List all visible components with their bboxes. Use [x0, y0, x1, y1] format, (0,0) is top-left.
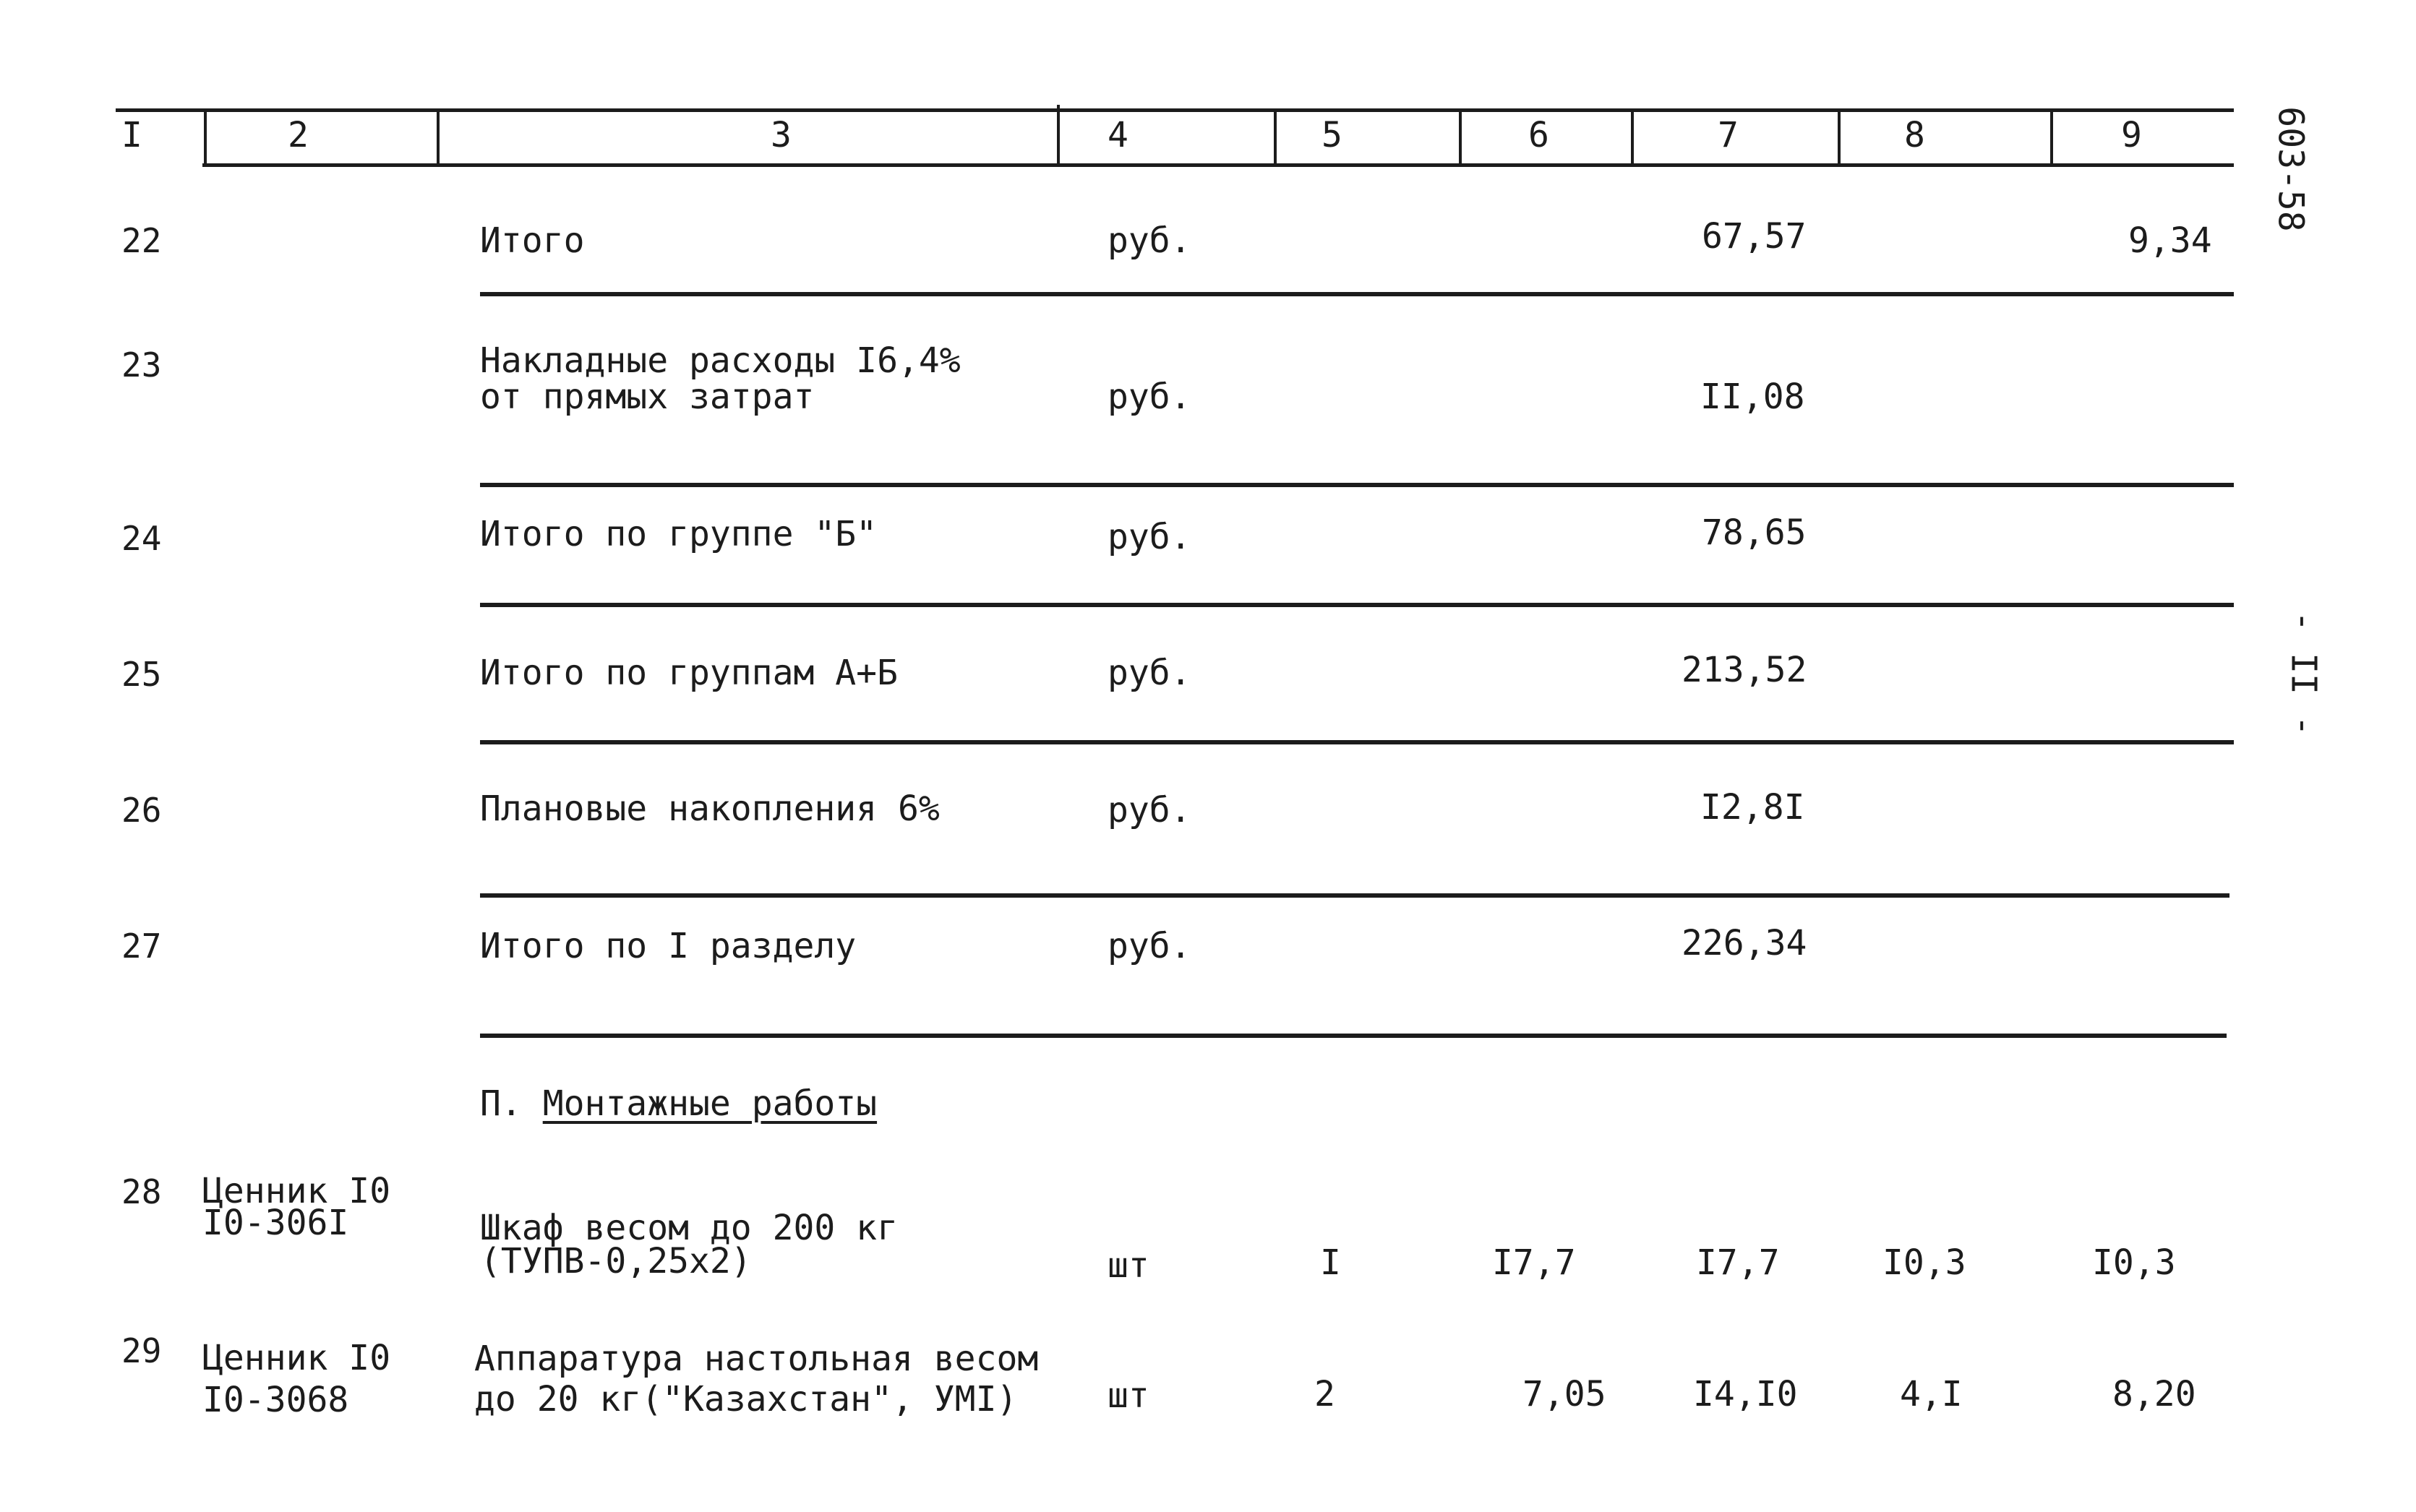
- row-unit: шт: [1108, 1245, 1149, 1286]
- row-col7-value: I4,I0: [1693, 1374, 1798, 1414]
- row-col9-value: I0,3: [2092, 1242, 2176, 1283]
- column-header-7: 7: [1718, 115, 1739, 155]
- document-code: 603-58: [2270, 106, 2311, 232]
- row-col7-value: 226,34: [1682, 923, 1807, 963]
- row-col6-value: I7,7: [1492, 1242, 1576, 1283]
- header-top-rule: [116, 108, 2234, 112]
- row-unit: руб.: [1108, 377, 1191, 417]
- row-separator: [480, 740, 2234, 744]
- section-heading: [480, 1083, 878, 1124]
- row-name: Итого: [480, 220, 585, 261]
- column-header-3: 3: [771, 115, 792, 155]
- row-unit: руб.: [1108, 517, 1191, 557]
- row-separator: [480, 483, 2234, 487]
- row-col9-value: 9,34: [2128, 220, 2212, 261]
- row-name: Шкаф весом до 200 кг (ТУПВ-0,25х2): [480, 1208, 898, 1281]
- row-reference: Ценник I0 I0-3068: [202, 1338, 391, 1420]
- section-title: Монтажные работы: [542, 1083, 878, 1124]
- header-divider-5: [1459, 112, 1462, 164]
- column-header-8: 8: [1904, 115, 1925, 155]
- header-divider-1: [204, 112, 207, 164]
- row-number: 23: [121, 345, 162, 385]
- header-divider-8: [2050, 112, 2053, 164]
- row-number: 22: [121, 221, 162, 260]
- column-header-2: 2: [288, 115, 309, 155]
- row-number: 25: [121, 655, 162, 694]
- row-col7-value: I2,8I: [1700, 787, 1805, 828]
- row-col9-value: 8,20: [2112, 1374, 2196, 1414]
- row-col7-value: II,08: [1700, 377, 1805, 417]
- column-header-5: 5: [1321, 115, 1342, 155]
- row-col6-value: 7,05: [1522, 1374, 1606, 1414]
- row-unit: шт: [1108, 1375, 1149, 1416]
- row-col7-value: I7,7: [1696, 1242, 1780, 1283]
- header-divider-6: [1631, 112, 1634, 164]
- row-unit: руб.: [1108, 220, 1191, 261]
- row-name: Итого по I разделу: [480, 926, 857, 966]
- header-divider-2: [437, 112, 440, 164]
- column-header-9: 9: [2121, 115, 2142, 155]
- row-number: 28: [121, 1172, 162, 1211]
- row-name: Аппаратура настольная весом до 20 кг("Казахстан", УМI): [474, 1339, 1039, 1419]
- row-separator: [480, 1034, 2227, 1038]
- header-divider-4: [1274, 112, 1277, 164]
- row-separator: [480, 603, 2234, 607]
- row-col8-value: I0,3: [1882, 1242, 1966, 1283]
- header-divider-7: [1838, 112, 1841, 164]
- header-divider-3: [1057, 105, 1060, 164]
- row-unit: руб.: [1108, 653, 1191, 693]
- row-separator: [480, 292, 2234, 296]
- row-col5-value: I: [1320, 1242, 1341, 1283]
- row-col8-value: 4,I: [1900, 1374, 1963, 1414]
- column-header-1: I: [121, 115, 142, 155]
- row-col7-value: 213,52: [1682, 650, 1807, 690]
- row-name: Итого по группе "Б": [480, 514, 878, 554]
- row-unit: руб.: [1108, 926, 1191, 966]
- row-number: 27: [121, 927, 162, 966]
- row-name: Плановые накопления 6%: [480, 789, 940, 829]
- row-number: 24: [121, 519, 162, 558]
- column-header-6: 6: [1528, 115, 1549, 155]
- section-prefix: П.: [480, 1083, 522, 1124]
- row-reference: Ценник I0 I0-306I: [202, 1171, 391, 1243]
- row-separator: [480, 893, 2229, 898]
- row-col5-value: 2: [1314, 1374, 1335, 1414]
- row-col7-value: 67,57: [1702, 216, 1807, 257]
- row-name: Итого по группам А+Б: [480, 653, 898, 693]
- row-number: 26: [121, 791, 162, 830]
- row-unit: руб.: [1108, 790, 1191, 830]
- row-col7-value: 78,65: [1702, 512, 1807, 553]
- column-header-4: 4: [1108, 115, 1128, 155]
- row-number: 29: [121, 1331, 162, 1370]
- header-bottom-rule: [202, 163, 2234, 167]
- page-number-marker: - II -: [2283, 611, 2324, 736]
- row-name: Накладные расходы I6,4% от прямых затрат: [480, 340, 961, 417]
